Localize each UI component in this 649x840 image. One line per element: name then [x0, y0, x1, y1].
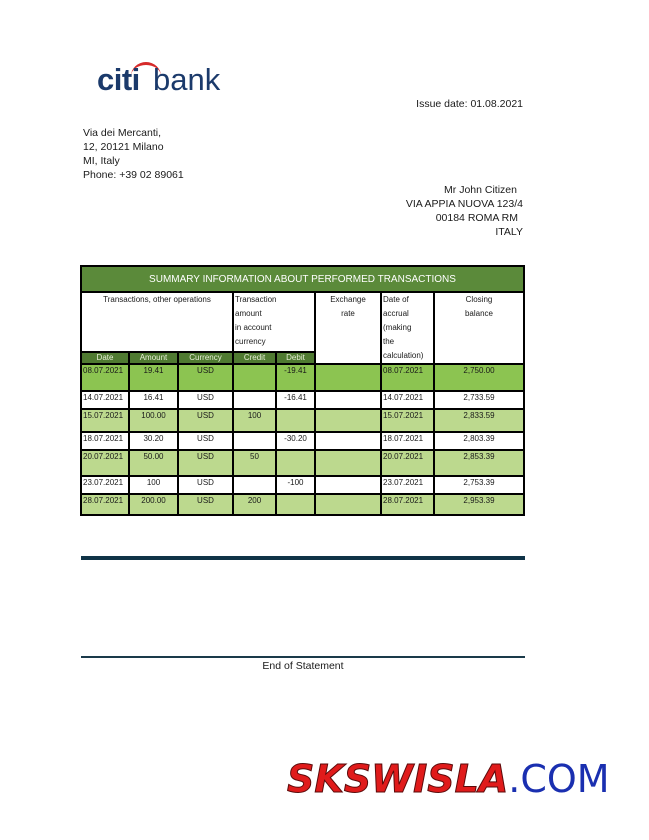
- row-credit: 200: [233, 494, 276, 515]
- header-line: accrual: [383, 309, 409, 318]
- row-debit: [276, 494, 315, 515]
- row-credit: [233, 432, 276, 450]
- row-accrual-date: 18.07.2021: [381, 432, 434, 450]
- row-accrual-date: 23.07.2021: [381, 476, 434, 494]
- row-accrual-date: 08.07.2021: [381, 364, 434, 391]
- row-credit: 50: [233, 450, 276, 476]
- citibank-logo: [97, 62, 227, 98]
- header-line: in account: [235, 323, 272, 332]
- row-accrual-date: 20.07.2021: [381, 450, 434, 476]
- table-row: [81, 364, 524, 391]
- header-exchange-rate: [315, 292, 381, 364]
- row-date: 18.07.2021: [81, 432, 129, 450]
- bank-address: [83, 126, 184, 182]
- watermark-part1: SKSWISLA: [287, 757, 509, 801]
- bank-address-line: Via dei Mercanti,: [83, 127, 162, 139]
- header-transaction-amount: [233, 292, 315, 352]
- header-line: the: [383, 337, 395, 346]
- header-line: amount: [235, 309, 262, 318]
- row-accrual-date: 14.07.2021: [381, 391, 434, 409]
- row-closing-balance: 2,953.39: [434, 494, 524, 515]
- table-row: [81, 476, 524, 494]
- row-closing-balance: 2,853.39: [434, 450, 524, 476]
- row-date: 15.07.2021: [81, 409, 129, 432]
- row-amount: 50.00: [129, 450, 178, 476]
- header-line: rate: [341, 309, 355, 318]
- customer-name: Mr John Citizen: [444, 184, 517, 196]
- row-debit: [276, 450, 315, 476]
- row-amount: 200.00: [129, 494, 178, 515]
- header-line: calculation): [383, 351, 424, 360]
- table-row: [81, 494, 524, 515]
- col-header-debit: Debit: [276, 352, 315, 364]
- row-exchange-rate: [315, 391, 381, 409]
- row-currency: USD: [178, 364, 233, 391]
- row-currency: USD: [178, 409, 233, 432]
- header-line: balance: [464, 309, 494, 318]
- row-currency: USD: [178, 432, 233, 450]
- row-debit: -30.20: [276, 432, 315, 450]
- customer-country: ITALY: [495, 226, 523, 238]
- col-header-amount: Amount: [129, 352, 178, 364]
- row-exchange-rate: [315, 476, 381, 494]
- row-closing-balance: 2,733.59: [434, 391, 524, 409]
- row-debit: -16.41: [276, 391, 315, 409]
- row-closing-balance: 2,753.39: [434, 476, 524, 494]
- end-of-statement: End of Statement: [262, 660, 344, 672]
- row-exchange-rate: [315, 364, 381, 391]
- issue-date: Issue date: 01.08.2021: [416, 98, 523, 110]
- row-currency: USD: [178, 494, 233, 515]
- row-accrual-date: 15.07.2021: [381, 409, 434, 432]
- row-date: 08.07.2021: [81, 364, 129, 391]
- col-header-date: Date: [81, 352, 129, 364]
- header-date-of-accrual: [381, 292, 434, 364]
- row-closing-balance: 2,803.39: [434, 432, 524, 450]
- row-exchange-rate: [315, 494, 381, 515]
- table-row: [81, 450, 524, 476]
- row-exchange-rate: [315, 432, 381, 450]
- logo-bank-text: bank: [153, 62, 221, 97]
- col-header-credit: Credit: [233, 352, 276, 364]
- header-line: Transaction: [235, 295, 277, 304]
- transactions-table: [80, 265, 525, 516]
- customer-street: VIA APPIA NUOVA 123/4: [405, 198, 523, 210]
- row-date: 28.07.2021: [81, 494, 129, 515]
- row-accrual-date: 28.07.2021: [381, 494, 434, 515]
- header-closing-balance: [434, 292, 524, 364]
- row-currency: USD: [178, 391, 233, 409]
- table-title: SUMMARY INFORMATION ABOUT PERFORMED TRANSACTIONS: [81, 266, 524, 292]
- row-closing-balance: 2,750.00: [434, 364, 524, 391]
- row-exchange-rate: [315, 409, 381, 432]
- logo-citi-text: citi: [97, 62, 140, 97]
- row-date: 23.07.2021: [81, 476, 129, 494]
- row-credit: 100: [233, 409, 276, 432]
- row-amount: 16.41: [129, 391, 178, 409]
- table-row: [81, 432, 524, 450]
- header-line: Closing: [465, 295, 493, 304]
- row-credit: [233, 391, 276, 409]
- row-exchange-rate: [315, 450, 381, 476]
- row-debit: -100: [276, 476, 315, 494]
- row-closing-balance: 2,833.59: [434, 409, 524, 432]
- row-credit: [233, 476, 276, 494]
- row-credit: [233, 364, 276, 391]
- header-line: currency: [235, 337, 266, 346]
- table-row: [81, 391, 524, 409]
- watermark-part2: .COM: [508, 757, 610, 801]
- customer-city: 00184 ROMA RM: [435, 212, 518, 224]
- customer-address: [406, 183, 523, 239]
- header-line: (making: [383, 323, 412, 332]
- bank-address-line: MI, Italy: [83, 155, 120, 167]
- divider-thin: [81, 656, 525, 658]
- divider-thick: [81, 556, 525, 560]
- header-line: Exchange: [330, 295, 366, 304]
- header-line: Date of: [383, 295, 409, 304]
- watermark-logo: [287, 754, 617, 804]
- row-debit: -19.41: [276, 364, 315, 391]
- row-amount: 100.00: [129, 409, 178, 432]
- col-header-currency: Currency: [178, 352, 233, 364]
- row-amount: 100: [129, 476, 178, 494]
- row-debit: [276, 409, 315, 432]
- bank-phone: Phone: +39 02 89061: [83, 169, 184, 181]
- row-date: 14.07.2021: [81, 391, 129, 409]
- header-transactions: Transactions, other operations: [81, 292, 233, 352]
- table-row: [81, 409, 524, 432]
- row-amount: 19.41: [129, 364, 178, 391]
- bank-address-line: 12, 20121 Milano: [83, 141, 164, 153]
- row-date: 20.07.2021: [81, 450, 129, 476]
- row-currency: USD: [178, 476, 233, 494]
- row-currency: USD: [178, 450, 233, 476]
- row-amount: 30.20: [129, 432, 178, 450]
